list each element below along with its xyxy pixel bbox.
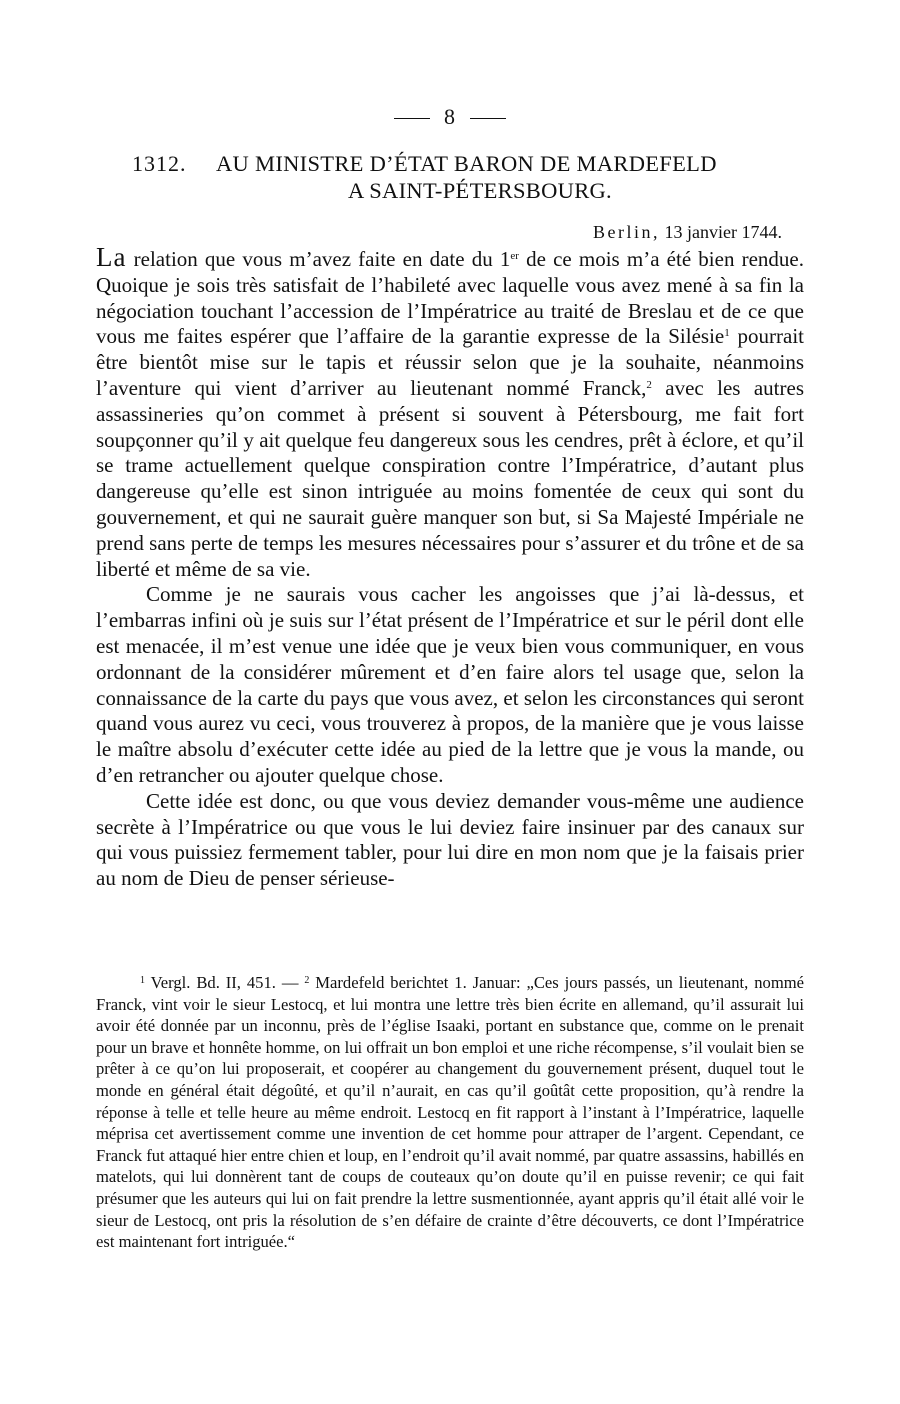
letter-heading	[132, 150, 812, 204]
footnote-text-b: Mardefeld berichtet 1. Januar: „Ces jours passés, un lieutenant, nommé Franck, vint voir le sieur Lestocq, et lui montra une lettre très bien écrite en allemand, qu’il assurait lui avoir été donnée par un inconnu, près de l’église Isaaki, portant en substance que, comme on le prenait pour un brave et honnête homme, on lui offrait un bon emploi et une riche récompense, s’il voulait bien se prêter à ce qu’on lui proposerait, et coopérer au changement du gouvernement présent, duquel tout le monde en général était dégoûté, et qu’il n’aurait, en cas qu’il goûtât cette proposition, qu’à rendre la réponse à telle et telle heure au même endroit. Lestocq en fit rapport à l’instant à l’Impératrice, laquelle méprisa cet avertissement comme une invention de cet homme pour attraper de l’argent. Cependant, ce Franck fut attaqué hier entre chien et loup, en l’endroit qu’il avait nommé, par quatre assassins, habillés en matelots, qui lui donnèrent tant de coups de couteaux qu’on doute qu’il en puisse revenir; ce qui fait présumer que les auteurs qui lui on fait prendre la lettre susmentionnée, ayant appris qu’il était allé voir le sieur de Lestocq, ont pris la résolution de s’en défaire de crainte d’être découverts, ce dont l’Impératrice est maintenant fort intriguée.“	[96, 973, 804, 1252]
dateline-place: Berlin,	[593, 222, 661, 242]
paragraph-1-text-d: avec les autres assassineries qu’on commet à présent si souvent à Pétersbourg, me fait fort soupçonner qu’il y ait quelque feu dangereux sous les cendres, prêt à éclore, et qu’il se trame actuellement quelque conspiration contre l’Impératrice, d’autant plus dangereuse qu’elle est sinon intriguée au moins fomentée de ceux qui sont du gouvernement, et qui ne saurait guère manquer son but, si Sa Majesté Impériale ne prend sans perte de temps les mesures nécessaires pour s’assurer et du trône et de sa liberté et même de sa vie.	[96, 375, 804, 581]
dateline-date: 13 janvier 1744.	[664, 222, 782, 242]
footnote-ref-1: 1	[724, 327, 730, 340]
footnote-text	[96, 970, 804, 1253]
letter-body	[96, 242, 805, 892]
footnote-mark-2: 2	[304, 975, 310, 986]
footnotes	[96, 970, 804, 1253]
paragraph-1-text-c: pourrait être bientôt mise sur le tapis et réussir selon que je la souhaite, néanmoins l’aventure qui vient d’arriver au lieutenant nommé Franck,	[96, 324, 804, 400]
paragraph-3: Cette idée est donc, ou que vous deviez demander vous-même une audience secrète à l’Impératrice ou que vous le lui deviez faire insinuer par des canaux sur qui vous puissiez fermement tabler, pour lui dire en mon nom que je la faisais prier au nom de Dieu de penser sérieuse-	[96, 788, 804, 891]
superscript-er: er	[510, 250, 519, 262]
page-number	[0, 104, 900, 130]
page-number-value: 8	[444, 104, 456, 129]
paragraph-1-dropcap: La	[96, 242, 127, 272]
footnote-text-a: Vergl. Bd. II, 451. —	[145, 973, 305, 992]
page-number-dash-left	[394, 118, 430, 119]
heading-line-1	[132, 150, 812, 177]
letter-number: 1312.	[132, 151, 187, 176]
dateline	[593, 222, 782, 243]
paragraph-1	[96, 242, 805, 582]
paragraph-1-text-b: de ce mois m’a été bien rendue. Quoique je sois très satisfait de l’habileté avec laquelle vous avez mené à sa fin la négociation touchant l’accession de l’Impératrice au traité de Breslau et de ce que vous me faites espérer que l’affaire de la garantie expresse de la Silésie	[96, 247, 805, 349]
heading-line-2: A SAINT-PÉTERSBOURG.	[348, 178, 612, 203]
footnote-ref-2: 2	[646, 378, 652, 391]
paragraph-2: Comme je ne saurais vous cacher les angoisses que j’ai là-dessus, et l’embarras infini où je suis sur l’état présent de l’Impératrice et sur le péril dont elle est menacée, il m’est venue une idée que je veux bien vous communiquer, en vous ordonnant de la considérer mûrement et d’en faire alors tel usage que, selon la connaissance de la carte du pays que vous avez, et selon les circonstances qui seront quand vous aurez vu ceci, vous trouverez à propos, de la manière que je vous laisse le maître absolu d’exécuter cette idée au pied de la lettre que je vous la mande, ou d’en retrancher ou ajouter quelque chose.	[96, 582, 804, 787]
paragraph-1-text-a: relation que vous m’avez faite en date du 1	[133, 247, 511, 271]
heading-recipient: AU MINISTRE D’ÉTAT BARON DE MARDEFELD	[216, 151, 717, 176]
page-number-dash-right	[470, 118, 506, 119]
footnote-mark-1: 1	[140, 975, 145, 986]
